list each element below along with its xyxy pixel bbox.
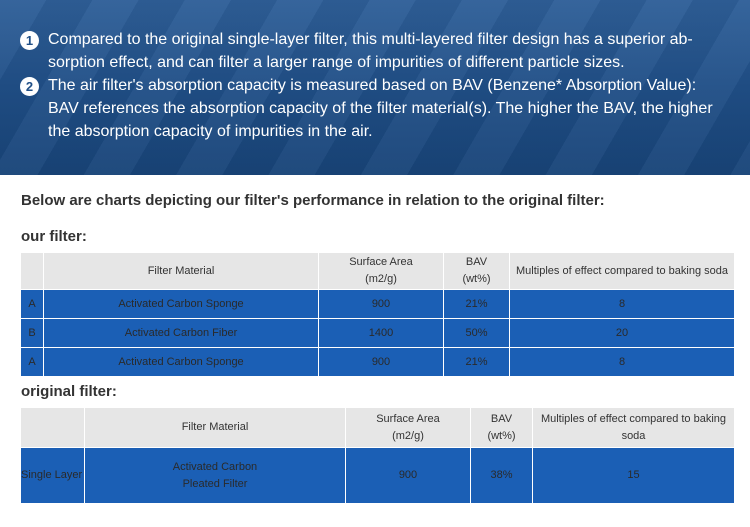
header-material: Filter Material — [44, 253, 319, 290]
info-banner — [0, 0, 750, 175]
cell-surface: 1400 — [319, 319, 444, 348]
cell-material — [85, 448, 346, 504]
cell-bav: 21% — [444, 290, 510, 319]
table-row — [21, 319, 735, 348]
cell-layer: B — [21, 319, 44, 348]
header-layer — [21, 253, 44, 290]
header-bav-line-1: BAV — [490, 412, 513, 425]
cell-multiples: 8 — [510, 290, 735, 319]
cell-material-line-1: Activated Carbon — [172, 460, 258, 473]
header-surface-area — [319, 253, 444, 290]
cell-material-line-2: Pleated Filter — [182, 477, 248, 490]
cell-bav: 21% — [444, 348, 510, 377]
cell-layer: A — [21, 348, 44, 377]
original-filter-heading: original filter: — [21, 383, 117, 400]
cell-multiples: 15 — [533, 448, 735, 504]
original-filter-table — [20, 407, 735, 504]
header-bav — [471, 408, 533, 448]
cell-bav: 38% — [471, 448, 533, 504]
our-filter-table — [20, 252, 735, 377]
cell-material: Activated Carbon Fiber — [44, 319, 319, 348]
header-layer — [21, 408, 85, 448]
cell-material: Activated Carbon Sponge — [44, 290, 319, 319]
header-multiples: Multiples of effect compared to baking soda — [510, 253, 735, 290]
header-surface-line-1: Surface Area — [376, 412, 440, 425]
point-2-line-1: The air filter's absorption capacity is measured based on BAV (Benzene* Absorption Value): — [48, 77, 697, 94]
header-bav-line-2: (wt%) — [462, 273, 491, 285]
table-header-row — [21, 408, 735, 448]
banner-content — [20, 28, 735, 143]
intro-text: Below are charts depicting our filter's performance in relation to the original filter: — [21, 192, 605, 209]
number-2-icon: 2 — [20, 77, 39, 96]
number-1-icon: 1 — [20, 31, 39, 50]
table-row — [21, 348, 735, 377]
cell-surface: 900 — [319, 348, 444, 377]
point-1-line-1: Compared to the original single-layer filter, this multi-layered filter design has a superior ab- — [48, 31, 693, 48]
cell-surface: 900 — [346, 448, 471, 504]
cell-bav: 50% — [444, 319, 510, 348]
table-row — [21, 290, 735, 319]
header-bav-line-1: BAV — [465, 256, 488, 268]
cell-material: Activated Carbon Sponge — [44, 348, 319, 377]
cell-layer: Single Layer — [21, 448, 85, 504]
cell-multiples: 8 — [510, 348, 735, 377]
point-1 — [20, 28, 735, 74]
header-material: Filter Material — [85, 408, 346, 448]
cell-multiples: 20 — [510, 319, 735, 348]
table-header-row — [21, 253, 735, 290]
header-bav-line-2: (wt%) — [487, 429, 516, 442]
header-bav — [444, 253, 510, 290]
point-2 — [20, 74, 735, 143]
point-1-line-2: sorption effect, and can filter a larger range of impurities of different particle sizes. — [48, 54, 625, 71]
header-surface-line-2: (m2/g) — [392, 429, 424, 442]
header-multiples: Multiples of effect compared to baking soda — [533, 408, 735, 448]
header-surface-line-1: Surface Area — [349, 256, 413, 268]
table-row — [21, 448, 735, 504]
header-surface-line-2: (m2/g) — [365, 273, 397, 285]
point-2-line-2: BAV references the absorption capacity of the filter material(s). The higher the BAV, the higher — [48, 100, 713, 117]
header-surface-area — [346, 408, 471, 448]
cell-surface: 900 — [319, 290, 444, 319]
our-filter-heading: our filter: — [21, 228, 87, 245]
point-2-line-3: the absorption capacity of impurities in the air. — [48, 123, 373, 140]
cell-layer: A — [21, 290, 44, 319]
